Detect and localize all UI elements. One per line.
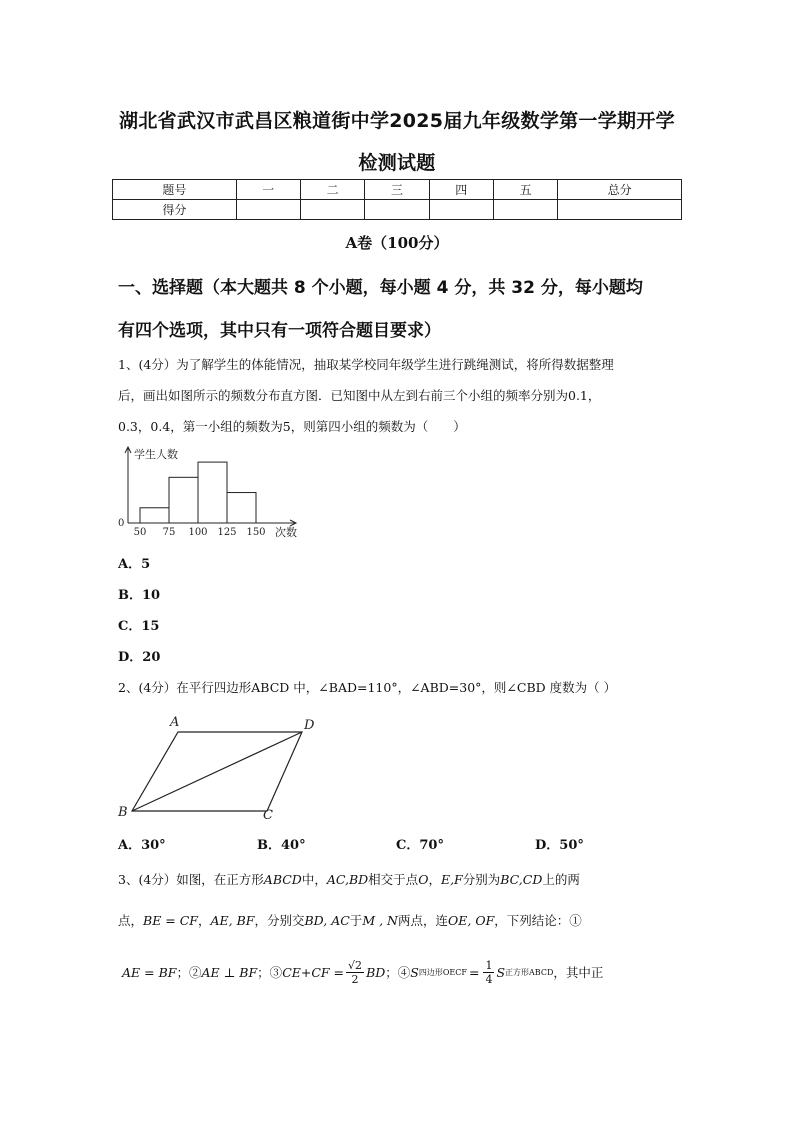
q3-math: CE+CF = [282, 964, 345, 980]
q1-text-line-3: 0.3，0.4，第一小组的频数为5，则第四小组的频数为（ ） [118, 419, 466, 434]
q3-text: 于 [349, 913, 363, 928]
q3-text: 相交于点 [368, 872, 419, 887]
q1-option-c[interactable]: C．15 [118, 619, 160, 634]
q2-option-a[interactable]: A．30° [118, 838, 166, 853]
q3-math: S [496, 964, 506, 980]
score-cell: 总分 [558, 180, 682, 200]
fraction-sqrt2-over-2 [346, 959, 364, 986]
title-line-2: 检测试题 [358, 152, 436, 174]
q3-math: BC,CD [500, 872, 543, 887]
score-table [112, 179, 682, 220]
parallelogram-figure [112, 712, 322, 824]
score-input-cell[interactable] [365, 200, 429, 220]
x-tick-label: 75 [162, 527, 176, 538]
y-axis-label: 学生人数 [134, 448, 178, 461]
diagonal-bd [132, 732, 302, 811]
q3-text: ， [197, 913, 211, 928]
score-input-cell[interactable] [558, 200, 682, 220]
q3-text: ，分别交 [254, 913, 305, 928]
area-subscript: 四边形OECF [418, 967, 467, 977]
q3-text: ，其中正 [553, 965, 604, 980]
section-heading-line-2: 有四个选项，其中只有一项符合题目要求） [118, 321, 441, 341]
volume-heading: A卷（100分） [345, 234, 449, 252]
q3-math: AE ⊥ BF [201, 964, 258, 980]
vertex-label-b: B [118, 805, 128, 820]
fraction-numerator: 1 [485, 958, 493, 972]
score-cell: 题号 [113, 180, 237, 200]
score-table-score-row [113, 200, 682, 220]
q1-option-d[interactable]: D．20 [118, 650, 161, 665]
q2-option-b[interactable]: B．40° [257, 838, 306, 853]
x-axis-label: 次数 [275, 526, 297, 539]
histogram-bar-3 [198, 462, 227, 523]
section-heading-line-1: 一、选择题（本大题共 8 个小题，每小题 4 分，共 32 分，每小题均 [118, 278, 643, 298]
x-tick-label: 125 [217, 527, 237, 538]
score-table-header-row [113, 180, 682, 200]
q1-option-a[interactable]: A．5 [118, 557, 151, 572]
title-line-1: 湖北省武汉市武昌区粮道街中学2025届九年级数学第一学期开学 [119, 110, 675, 132]
area-subscript: 正方形ABCD [505, 967, 554, 977]
q3-math: E,F [440, 872, 463, 887]
vertex-label-a: A [170, 715, 180, 730]
q3-math: S [410, 964, 419, 980]
q3-math: AE, BF [210, 913, 255, 928]
q3-text: ；② [176, 965, 202, 980]
q3-math: BD [366, 964, 386, 980]
q3-text: 两点，连 [397, 913, 448, 928]
histogram-bar-4 [227, 493, 256, 523]
q3-text-line-1 [118, 870, 698, 888]
fraction-one-quarter [483, 959, 494, 986]
score-cell: 一 [236, 180, 300, 200]
q3-math: = [468, 964, 480, 980]
histogram-bar-1 [140, 508, 169, 523]
fraction-numerator: √2 [348, 958, 363, 972]
q3-text: 分别为 [462, 872, 501, 887]
x-tick-label: 100 [188, 527, 208, 538]
score-cell: 得分 [113, 200, 237, 220]
score-input-cell[interactable] [300, 200, 364, 220]
q3-text-line-2 [118, 911, 698, 929]
score-input-cell[interactable] [236, 200, 300, 220]
score-input-cell[interactable] [429, 200, 493, 220]
q2-option-c[interactable]: C．70° [396, 838, 444, 853]
x-tick-label: 150 [246, 527, 266, 538]
q3-math: OE, OF [448, 913, 495, 928]
x-tick-label: 50 [133, 527, 147, 538]
q3-text: ；④ [385, 965, 411, 980]
q2-option-d[interactable]: D．50° [535, 838, 584, 853]
q1-option-b[interactable]: B．10 [118, 588, 161, 603]
q3-math: AE = BF [122, 964, 177, 980]
fraction-denominator: 2 [351, 972, 359, 986]
q3-text: ，下列结论：① [494, 913, 582, 928]
origin-label: 0 [118, 518, 125, 529]
score-cell: 四 [429, 180, 493, 200]
q3-text: 点， [118, 913, 144, 928]
q3-math: AC,BD [326, 872, 369, 887]
q3-text: 上的两 [542, 872, 580, 887]
q3-text: ；③ [257, 965, 283, 980]
q1-text-line-1: 1、(4分）为了解学生的体能情况，抽取某学校同年级学生进行跳绳测试，将所得数据整理 [118, 357, 614, 372]
q3-math: BE = CF [143, 913, 198, 928]
histogram-bar-2 [169, 477, 198, 523]
q3-math: BD, AC [304, 913, 350, 928]
score-cell: 二 [300, 180, 364, 200]
score-cell: 三 [365, 180, 429, 200]
q3-math: M , N [362, 913, 398, 928]
vertex-label-c: C [263, 808, 273, 823]
q1-text-line-2: 后，画出如图所示的频数分布直方图．已知图中从左到右前三个小组的频率分别为0.1， [118, 388, 601, 403]
q3-text: ， [428, 872, 441, 887]
histogram-chart [110, 444, 310, 540]
q2-text: 2、(4分）在平行四边形ABCD 中，∠BAD=110°，∠ABD=30°，则∠CBD 度数为（ ） [118, 680, 617, 695]
q3-text-line-3 [122, 952, 697, 992]
fraction-denominator: 4 [485, 972, 493, 986]
q3-text: 中， [301, 872, 327, 887]
vertex-label-d: D [304, 718, 315, 733]
score-cell: 五 [493, 180, 557, 200]
score-input-cell[interactable] [493, 200, 557, 220]
q3-math: O [418, 872, 429, 887]
q3-math: ABCD [263, 872, 302, 887]
q3-text: 3、(4分）如图，在正方形 [118, 872, 264, 887]
